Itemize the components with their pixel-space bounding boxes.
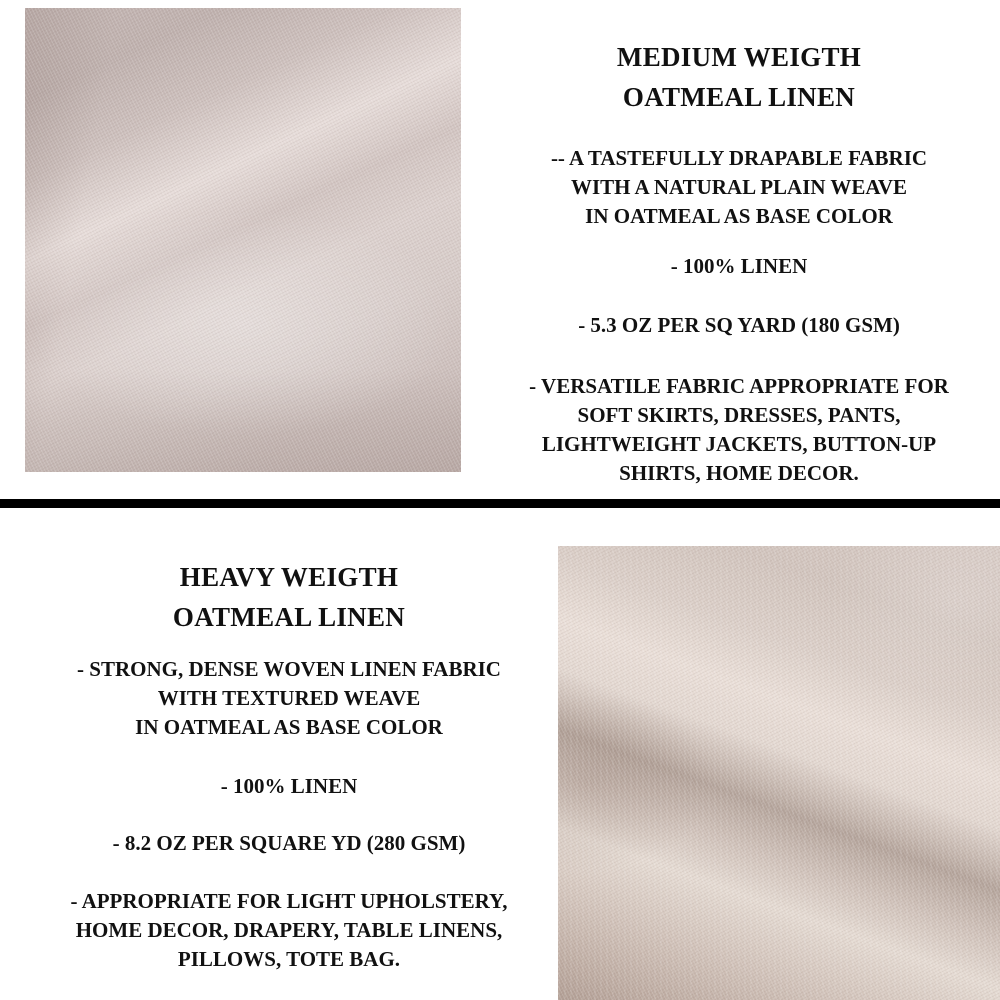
text-line: - 5.3 OZ PER SQ YARD (180 GSM) <box>578 313 900 337</box>
section-divider <box>0 499 1000 508</box>
text-line: - 100% LINEN <box>220 774 358 798</box>
heavy-linen-fabric-photo <box>558 546 1000 1000</box>
text-line: - APPROPRIATE FOR LIGHT UPHOLSTERY, <box>70 889 508 913</box>
text-line: SHIRTS, HOME DECOR. <box>619 461 859 485</box>
heavy-linen-info-column <box>0 510 578 1000</box>
text-line: SOFT SKIRTS, DRESSES, PANTS, <box>577 403 901 427</box>
text-line: WITH A NATURAL PLAIN WEAVE <box>570 175 908 199</box>
medium-linen-info-column <box>478 0 1000 499</box>
medium-linen-weight <box>478 311 1000 340</box>
medium-linen-description <box>478 144 1000 231</box>
heavy-linen-description <box>0 655 578 742</box>
text-line: - STRONG, DENSE WOVEN LINEN FABRIC <box>77 657 501 681</box>
title-line: OATMEAL LINEN <box>172 602 406 632</box>
medium-linen-fabric-photo <box>25 8 461 472</box>
heavy-linen-composition <box>0 772 578 801</box>
heavy-linen-uses <box>0 887 578 974</box>
text-line: PILLOWS, TOTE BAG. <box>177 947 401 971</box>
text-line: HOME DECOR, DRAPERY, TABLE LINENS, <box>75 918 503 942</box>
medium-linen-composition <box>478 252 1000 281</box>
text-line: WITH TEXTURED WEAVE <box>157 686 421 710</box>
text-line: - VERSATILE FABRIC APPROPRIATE FOR <box>529 374 949 398</box>
title-line: HEAVY WEIGTH <box>179 562 399 592</box>
title-line: MEDIUM WEIGTH <box>616 42 862 72</box>
heavy-linen-weight <box>0 829 578 858</box>
text-line: -- A TASTEFULLY DRAPABLE FABRIC <box>550 146 928 170</box>
text-line: - 8.2 OZ PER SQUARE YD (280 GSM) <box>112 831 466 855</box>
medium-linen-uses <box>478 372 1000 488</box>
text-line: IN OATMEAL AS BASE COLOR <box>585 204 893 228</box>
text-line: IN OATMEAL AS BASE COLOR <box>135 715 443 739</box>
text-line: LIGHTWEIGHT JACKETS, BUTTON-UP <box>541 432 937 456</box>
heavy-linen-title <box>0 557 578 637</box>
text-line: - 100% LINEN <box>670 254 808 278</box>
title-line: OATMEAL LINEN <box>622 82 856 112</box>
medium-linen-title <box>478 37 1000 117</box>
